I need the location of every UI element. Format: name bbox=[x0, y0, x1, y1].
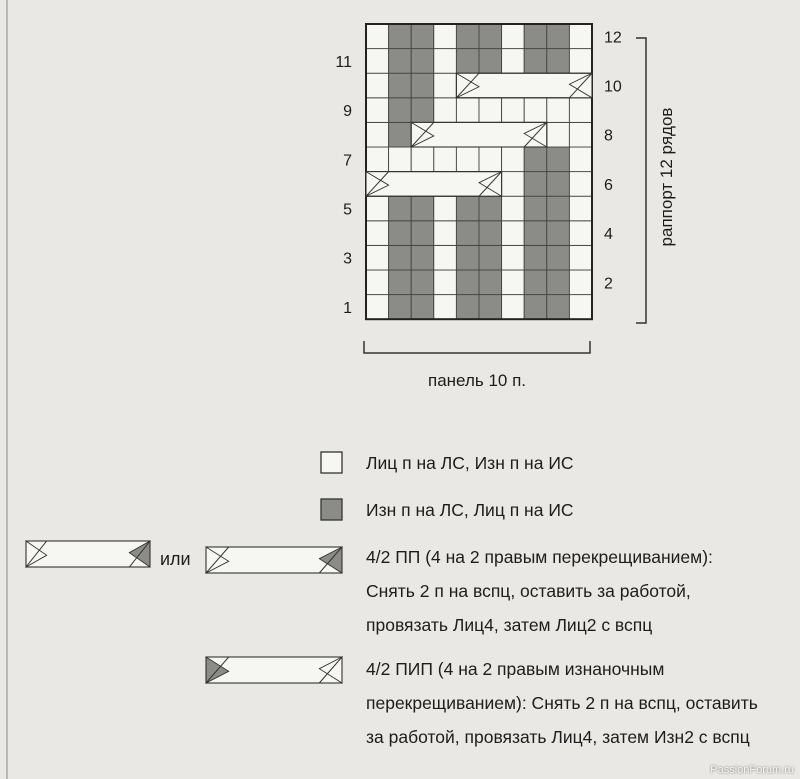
cable-pip-symbol bbox=[206, 657, 342, 683]
row-number-right: 10 bbox=[604, 78, 622, 96]
panel-bracket bbox=[364, 341, 590, 353]
row-number-right: 12 bbox=[604, 29, 622, 47]
purl-cell bbox=[479, 295, 502, 320]
knit-cell bbox=[569, 196, 592, 221]
purl-cell bbox=[547, 245, 570, 270]
purl-cell bbox=[456, 270, 479, 295]
purl-cell bbox=[389, 73, 412, 98]
purl-cell bbox=[524, 172, 547, 197]
knit-cell bbox=[569, 49, 592, 74]
knit-stitch-symbol bbox=[321, 452, 342, 473]
purl-cell bbox=[524, 245, 547, 270]
purl-cell bbox=[389, 221, 412, 246]
purl-cell bbox=[524, 295, 547, 320]
knit-cell bbox=[366, 49, 389, 74]
knit-cell bbox=[434, 295, 457, 320]
row-number-right: 6 bbox=[604, 176, 613, 194]
purl-stitch-symbol bbox=[321, 499, 342, 520]
row-number-left: 1 bbox=[343, 299, 352, 317]
cable-pip-line: перекрещиванием): Снять 2 п на вспц, оставить bbox=[366, 693, 758, 713]
knit-cell bbox=[366, 73, 389, 98]
chart-cable bbox=[366, 172, 502, 197]
purl-cell bbox=[389, 295, 412, 320]
knit-cell bbox=[569, 98, 592, 123]
legend-cable-shape bbox=[206, 657, 342, 683]
purl-cell bbox=[389, 24, 412, 49]
knit-cell bbox=[479, 98, 502, 123]
knit-cell bbox=[411, 147, 434, 172]
cable-pip-description bbox=[366, 652, 758, 754]
purl-cell bbox=[456, 245, 479, 270]
repeat-label: раппорт 12 рядов bbox=[657, 107, 676, 247]
purl-cell bbox=[479, 221, 502, 246]
purl-cell bbox=[524, 147, 547, 172]
cable-pp-alt-symbol bbox=[206, 547, 342, 573]
purl-cell bbox=[411, 245, 434, 270]
row-number-right: 8 bbox=[604, 127, 613, 145]
purl-cell bbox=[389, 245, 412, 270]
purl-cell bbox=[411, 49, 434, 74]
knit-cell bbox=[366, 147, 389, 172]
row-number-left: 11 bbox=[335, 53, 352, 71]
purl-cell bbox=[389, 196, 412, 221]
knit-cell bbox=[502, 49, 525, 74]
row-number-right: 4 bbox=[604, 226, 613, 244]
purl-cell bbox=[479, 196, 502, 221]
knit-cell bbox=[569, 295, 592, 320]
knit-cell bbox=[502, 147, 525, 172]
knit-cell bbox=[502, 245, 525, 270]
knit-cell bbox=[434, 49, 457, 74]
knit-cell bbox=[366, 24, 389, 49]
knit-cell bbox=[502, 221, 525, 246]
purl-legend-text: Изн п на ЛС, Лиц п на ИС bbox=[366, 500, 574, 520]
purl-cell bbox=[479, 270, 502, 295]
purl-cell bbox=[524, 196, 547, 221]
purl-cell bbox=[547, 172, 570, 197]
purl-cell bbox=[456, 295, 479, 320]
knit-cell bbox=[502, 270, 525, 295]
purl-cell bbox=[456, 49, 479, 74]
purl-cell bbox=[547, 295, 570, 320]
knit-cell bbox=[502, 98, 525, 123]
knit-cell bbox=[569, 24, 592, 49]
knit-cell bbox=[569, 147, 592, 172]
legend-cable-shape bbox=[206, 547, 342, 573]
knit-cell bbox=[434, 196, 457, 221]
cable-pip-line: за работой, провязать Лиц4, затем Изн2 с вспц bbox=[366, 727, 750, 747]
purl-cell bbox=[547, 270, 570, 295]
knit-cell bbox=[502, 295, 525, 320]
purl-cell bbox=[411, 270, 434, 295]
watermark: PassionForum.ru bbox=[710, 764, 794, 776]
knit-cell bbox=[434, 221, 457, 246]
knit-cell bbox=[366, 295, 389, 320]
purl-cell bbox=[547, 221, 570, 246]
purl-cell bbox=[547, 196, 570, 221]
knit-cell bbox=[502, 24, 525, 49]
purl-cell bbox=[389, 98, 412, 123]
knit-cell bbox=[434, 73, 457, 98]
chart-cable bbox=[456, 73, 592, 98]
knit-cell bbox=[434, 98, 457, 123]
panel-label: панель 10 п. bbox=[428, 371, 526, 390]
knit-cell bbox=[366, 98, 389, 123]
repeat-bracket bbox=[636, 38, 646, 323]
knit-cell bbox=[366, 196, 389, 221]
knit-cell bbox=[479, 147, 502, 172]
knit-cell bbox=[502, 196, 525, 221]
cable-pp-description bbox=[366, 540, 713, 642]
purl-cell bbox=[547, 49, 570, 74]
cable-pp-symbol bbox=[26, 541, 150, 567]
purl-cell bbox=[411, 221, 434, 246]
purl-cell bbox=[479, 49, 502, 74]
knit-cell bbox=[434, 24, 457, 49]
knit-cell bbox=[569, 221, 592, 246]
knit-cell bbox=[569, 172, 592, 197]
cable-pp-line: Снять 2 п на вспц, оставить за работой, bbox=[366, 581, 691, 601]
purl-cell bbox=[456, 221, 479, 246]
knit-cell bbox=[569, 245, 592, 270]
knit-cell bbox=[366, 245, 389, 270]
knit-cell bbox=[366, 122, 389, 147]
knit-cell bbox=[547, 98, 570, 123]
purl-cell bbox=[411, 295, 434, 320]
legend-cable-shape bbox=[26, 541, 150, 567]
cable-pip-line: 4/2 ПИП (4 на 2 правым изнаночным bbox=[366, 659, 665, 679]
or-label: или bbox=[160, 549, 191, 569]
knit-cell bbox=[434, 245, 457, 270]
purl-cell bbox=[411, 98, 434, 123]
purl-cell bbox=[479, 245, 502, 270]
row-number-right: 2 bbox=[604, 275, 613, 293]
knit-cell bbox=[366, 270, 389, 295]
purl-cell bbox=[389, 49, 412, 74]
purl-cell bbox=[456, 196, 479, 221]
row-number-left: 3 bbox=[343, 250, 352, 268]
chart-cable bbox=[411, 122, 547, 147]
purl-cell bbox=[479, 24, 502, 49]
purl-cell bbox=[524, 270, 547, 295]
knit-cell bbox=[547, 122, 570, 147]
knit-cell bbox=[502, 172, 525, 197]
purl-cell bbox=[524, 221, 547, 246]
purl-cell bbox=[547, 147, 570, 172]
purl-cell bbox=[547, 24, 570, 49]
purl-cell bbox=[524, 24, 547, 49]
knit-cell bbox=[569, 122, 592, 147]
knit-cell bbox=[434, 270, 457, 295]
knit-cell bbox=[456, 98, 479, 123]
purl-cell bbox=[411, 24, 434, 49]
purl-cell bbox=[524, 49, 547, 74]
knit-legend-text: Лиц п на ЛС, Изн п на ИС bbox=[366, 453, 574, 473]
purl-cell bbox=[389, 122, 412, 147]
purl-cell bbox=[456, 24, 479, 49]
row-number-left: 5 bbox=[343, 201, 352, 219]
knit-cell bbox=[524, 98, 547, 123]
cable-pp-line: 4/2 ПП (4 на 2 правым перекрещиванием): bbox=[366, 547, 713, 567]
purl-cell bbox=[389, 270, 412, 295]
knit-cell bbox=[434, 147, 457, 172]
row-number-left: 7 bbox=[343, 152, 352, 170]
knit-cell bbox=[366, 221, 389, 246]
knit-cell bbox=[569, 270, 592, 295]
cable-pp-line: провязать Лиц4, затем Лиц2 с вспц bbox=[366, 615, 653, 635]
row-number-left: 9 bbox=[343, 103, 352, 121]
knit-cell bbox=[456, 147, 479, 172]
purl-cell bbox=[411, 73, 434, 98]
purl-cell bbox=[411, 196, 434, 221]
knit-cell bbox=[389, 147, 412, 172]
